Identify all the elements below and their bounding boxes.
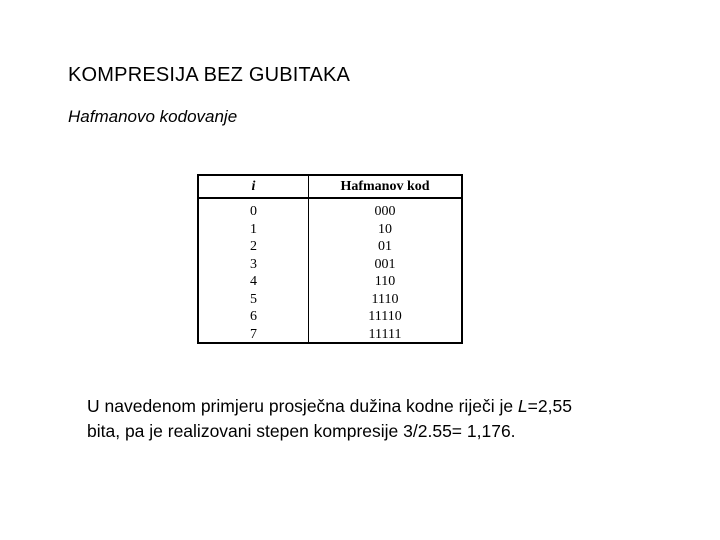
index-cell: 5 <box>250 291 257 307</box>
average-length-variable: L <box>517 396 528 416</box>
index-cell: 2 <box>250 239 257 254</box>
code-cell: 11111 <box>368 326 402 342</box>
code-cell: 11110 <box>368 309 402 324</box>
index-cell: 6 <box>250 309 257 324</box>
column-header-i: i <box>199 176 309 197</box>
code-cell: 01 <box>378 239 392 254</box>
paragraph-line-1 <box>87 394 687 419</box>
code-cell: 10 <box>378 221 392 237</box>
code-cell: 1110 <box>371 291 399 307</box>
code-cell: 110 <box>374 274 396 289</box>
index-column <box>199 199 309 342</box>
index-cell: 3 <box>250 256 257 272</box>
table-header-row <box>199 176 461 199</box>
slide-subtitle: Hafmanovo kodovanje <box>68 107 238 126</box>
slide-title: KOMPRESIJA BEZ GUBITAKA <box>68 64 351 86</box>
code-cell: 001 <box>374 256 396 272</box>
index-cell: 1 <box>250 221 257 237</box>
paragraph-line-2: bita, pa je realizovani stepen kompresije 3/2.55= 1,176. <box>87 421 516 441</box>
column-header-code: Hafmanov kod <box>340 179 430 194</box>
index-cell: 7 <box>250 326 257 342</box>
code-column <box>309 199 461 342</box>
compression-explanation <box>87 394 687 444</box>
average-length-value: =2,55 <box>527 396 572 416</box>
paragraph-text-start: U navedenom primjeru prosječna dužina kodne riječi je <box>87 396 518 416</box>
huffman-code-table <box>197 174 463 344</box>
index-cell: 0 <box>250 204 257 219</box>
index-cell: 4 <box>250 274 257 289</box>
table-body <box>199 199 461 342</box>
code-cell: 000 <box>374 204 396 219</box>
